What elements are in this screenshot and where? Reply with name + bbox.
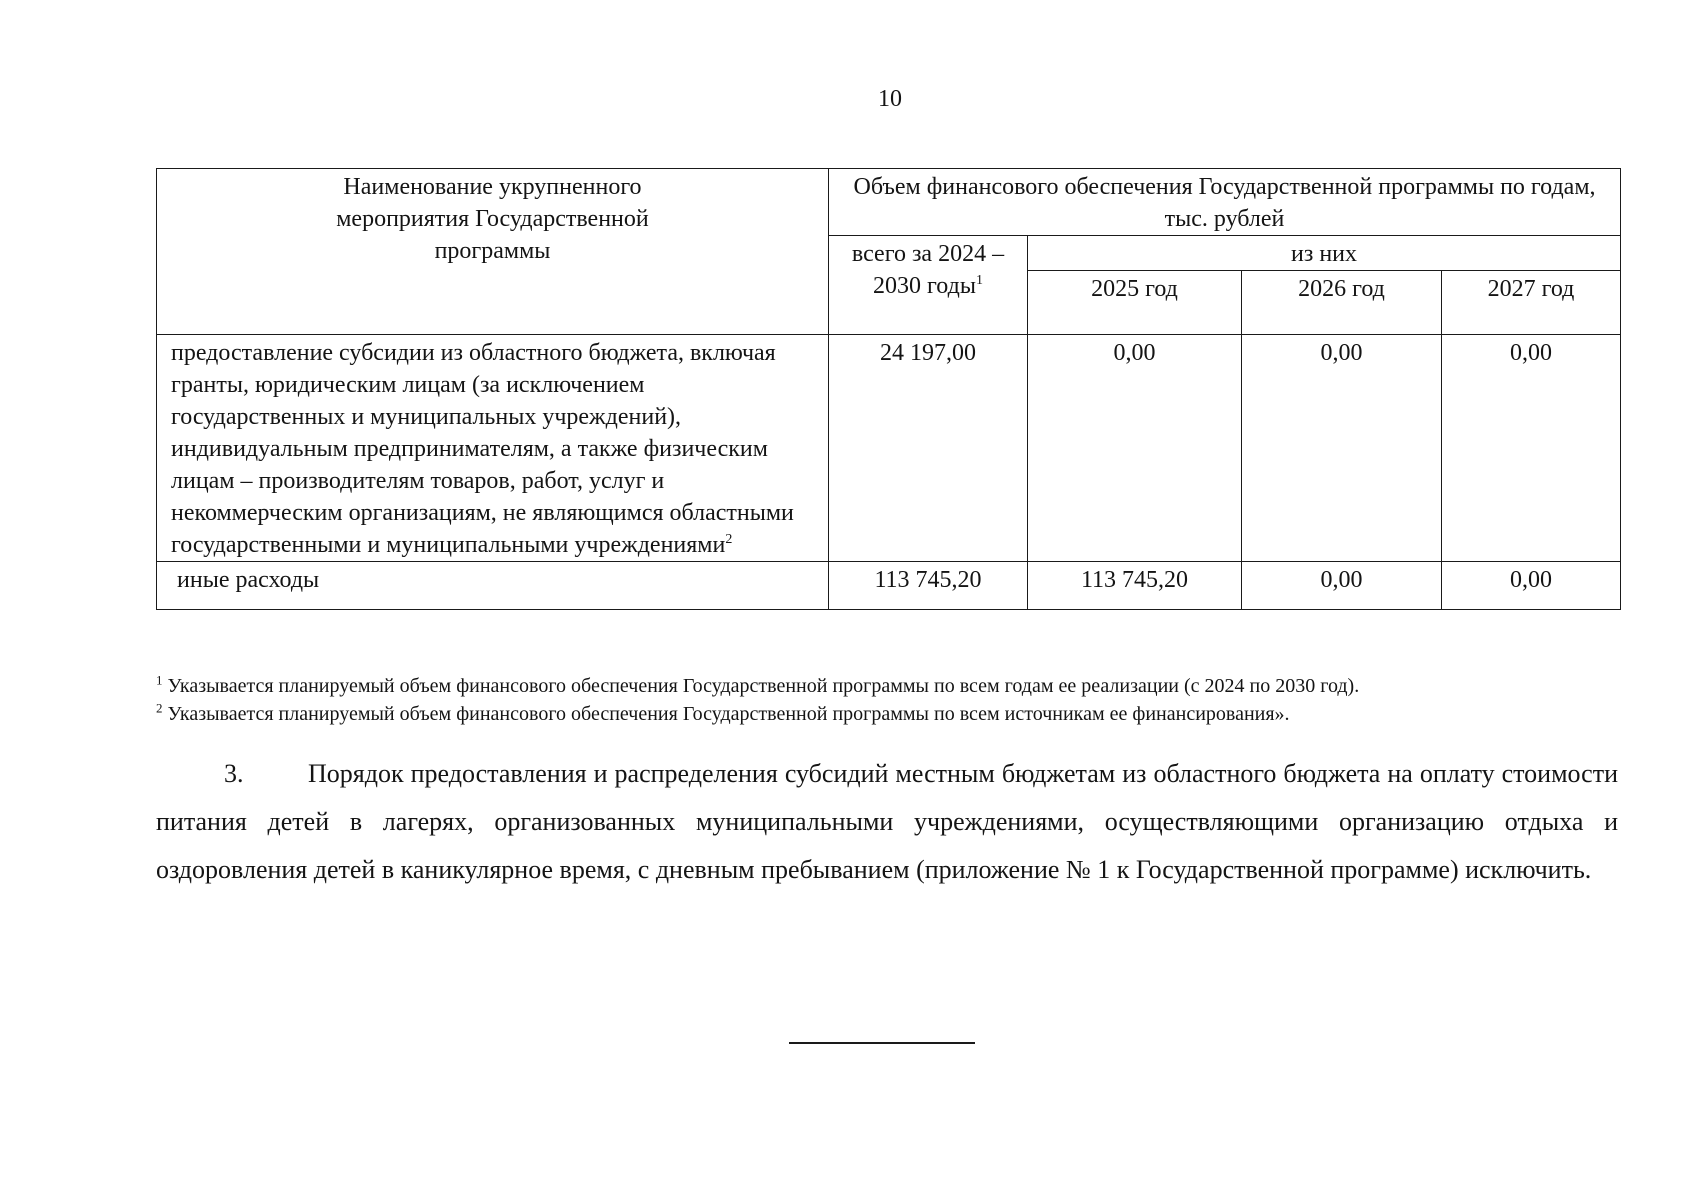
row-other-total: 113 745,20 [829,562,1028,610]
footnote-1-mark: 1 [156,672,163,688]
header-total [829,236,1028,335]
header-year-2026: 2026 год [1242,271,1442,335]
row-subsidy-2025: 0,00 [1028,335,1242,562]
funding-table [156,168,1621,610]
footnotes [156,672,1626,728]
header-total-text: всего за 2024 – 2030 годы [851,241,1005,299]
footnote-ref-2: 2 [725,532,733,547]
page-number: 10 [878,86,902,112]
footnote-2-text: Указывается планируемый объем финансового обеспечения Государственной программы по всем источникам ее финансирования». [167,703,1290,725]
table-row-subsidy [157,335,1621,562]
table-row-other [157,562,1621,610]
end-separator-line [789,1042,975,1044]
header-of-them-text: из них [1291,241,1358,267]
header-volume-title-text: Объем финансового обеспечения Государственной программы по годам, тыс. рублей [853,174,1596,232]
row-other-2027: 0,00 [1442,562,1621,610]
paragraph-number: 3. [224,759,244,788]
row-subsidy-2027: 0,00 [1442,335,1621,562]
header-year-2025: 2025 год [1028,271,1242,335]
footnote-1 [156,672,1626,700]
row-subsidy-name [157,335,829,562]
paragraph-text: Порядок предоставления и распределения субсидий местным бюджетам из областного бюджета на оплату стоимости питания детей в лагерях, организованных муниципальными учреждениями, осуществляющими организацию отдыха и оздоровления детей в каникулярное время, с дневным пребыванием (приложение № 1 к Государственной программе) исключить. [156,759,1618,884]
header-volume-title [829,169,1621,236]
row-other-name: иные расходы [157,562,829,610]
footnote-2-mark: 2 [156,700,163,716]
header-row-1 [157,169,1621,236]
row-other-2025: 113 745,20 [1028,562,1242,610]
footnote-ref-1: 1 [975,273,983,288]
row-subsidy-2026: 0,00 [1242,335,1442,562]
paragraph-3 [156,750,1618,894]
header-event-name-text: Наименование укрупненного мероприятия Государственной программы [336,174,649,264]
row-other-2026: 0,00 [1242,562,1442,610]
row-subsidy-name-text: предоставление субсидии из областного бюджета, включая гранты, юридическим лицам (за исключением государственных и муниципальных учреждений), индивидуальным предпринимателям, а также физическим лицам – производителям товаров, работ, услуг и некоммерческим организациям, не являющимся областными государственными и муниципальными учреждениями [171,340,794,558]
footnote-2 [156,700,1626,728]
row-subsidy-total: 24 197,00 [829,335,1028,562]
funding-table-wrapper [156,168,1621,610]
header-year-2027: 2027 год [1442,271,1621,335]
header-event-name [157,169,829,335]
footnote-1-text: Указывается планируемый объем финансового обеспечения Государственной программы по всем годам ее реализации (с 2024 по 2030 год). [167,675,1360,697]
header-of-them [1028,236,1621,271]
